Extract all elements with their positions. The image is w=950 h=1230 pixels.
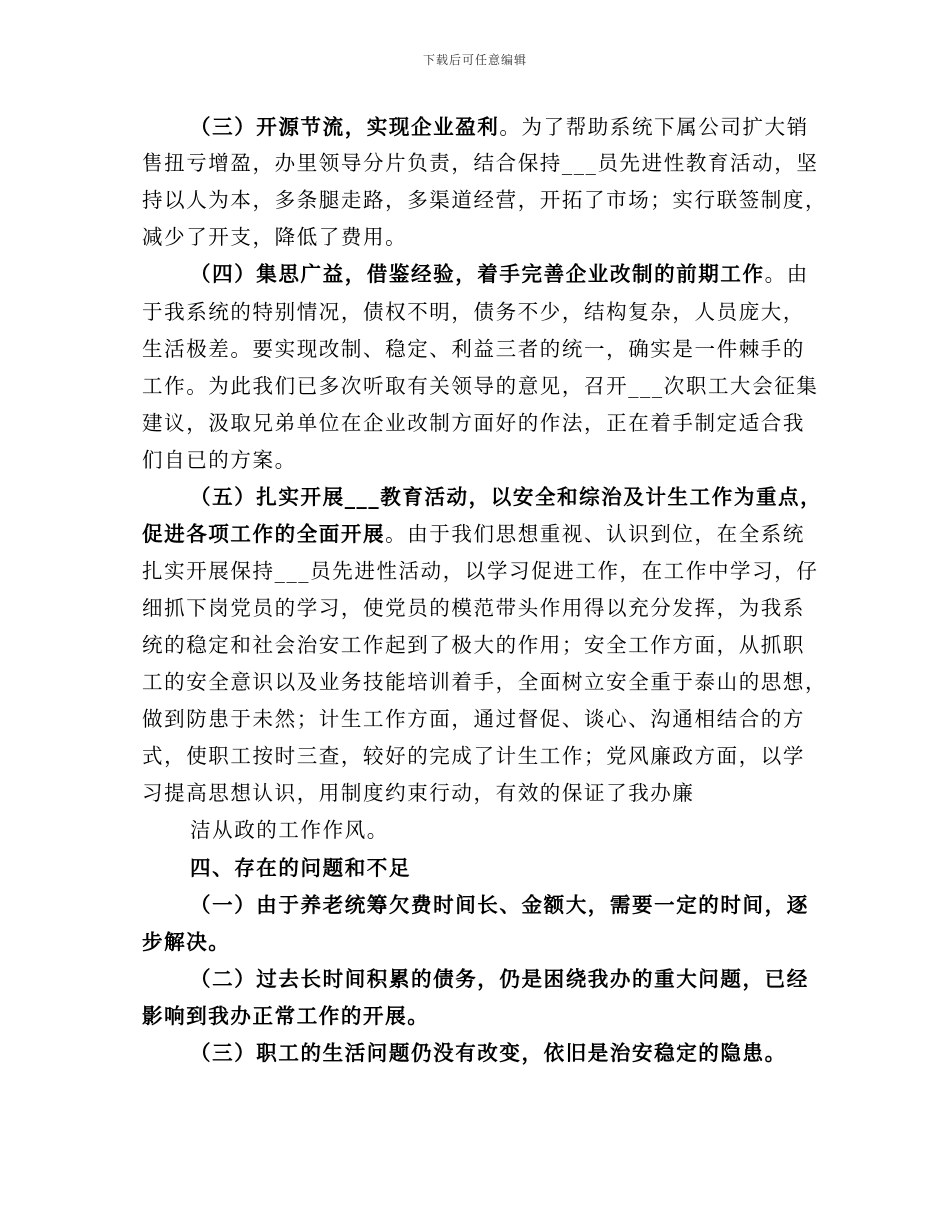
section-heading: （四）集思广益，借鉴经验，着手完善企业改制的前期工作: [190, 262, 765, 286]
body-text: 。为了帮助系统下属公司扩大销: [499, 115, 809, 139]
text-line: 持以人为本，多条腿走路，多渠道经营，开拓了市场；实行联签制度，: [142, 188, 828, 212]
section-heading: （五）扎实开展___教育活动，以安全和综治及计生工作为重点，: [190, 485, 823, 509]
section-heading: 步解决。: [142, 930, 231, 954]
text-line: 们自已的方案。: [142, 448, 297, 472]
text-line: 售扭亏增盈，办里领导分片负责，结合保持___员先进性教育活动，坚: [142, 151, 819, 175]
section-heading: 促进各项工作的全面开展: [142, 522, 386, 546]
text-line: [142, 519, 822, 549]
text-line: 细抓下岗党员的学习，使党员的模范带头作用得以充分发挥，为我系: [142, 596, 805, 620]
text-line: 于我系统的特别情况，债权不明，债务不少，结构复杂，人员庞大，: [142, 300, 805, 324]
text-line: 建议，汲取兄弟单位在企业改制方面好的作法，正在着手制定适合我: [142, 411, 805, 435]
section-heading: （三）职工的生活问题仍没有改变，依旧是治安稳定的隐患。: [190, 1041, 787, 1065]
body-text: 。由于我们思想重视、认识到位，在全系统: [385, 522, 806, 546]
text-line: 生活极差。要实现改制、稳定、利益三者的统一，确实是一件棘手的: [142, 337, 805, 361]
body-text: 。由: [764, 262, 809, 286]
text-line: 习提高思想认识，用制度约束行动，有效的保证了我办廉: [142, 781, 695, 805]
text-line: 工的安全意识以及业务技能培训着手，全面树立安全重于泰山的思想，: [142, 670, 828, 694]
text-line: 工作。为此我们已多次听取有关领导的意见，召开___次职工大会征集: [142, 374, 819, 398]
section-heading: （三）开源节流，实现企业盈利: [190, 115, 500, 139]
text-line: [190, 259, 822, 289]
text-line: 式，使职工按时三查，较好的完成了计生工作；党风廉政方面，以学: [142, 744, 805, 768]
text-line: 扎实开展保持___员先进性活动，以学习促进工作，在工作中学习，仔: [142, 559, 819, 583]
section-heading: （二）过去长时间积累的债务，仍是困绕我办的重大问题，已经: [190, 967, 809, 991]
page-header: 下载后可任意编辑: [422, 53, 527, 67]
text-line: 统的稳定和社会治安工作起到了极大的作用；安全工作方面，从抓职: [142, 633, 805, 657]
text-line: 洁从政的工作作风。: [190, 818, 389, 842]
text-line: 减少了开支，降低了费用。: [142, 225, 408, 249]
section-title: 四、存在的问题和不足: [190, 856, 411, 880]
text-line: [190, 112, 822, 142]
section-heading: （一）由于养老统筹欠费时间长、金额大，需要一定的时间，逐: [190, 893, 809, 917]
section-heading: 影响到我办正常工作的开展。: [142, 1004, 430, 1028]
text-line: 做到防患于未然；计生工作方面，通过督促、谈心、沟通相结合的方: [142, 707, 805, 731]
